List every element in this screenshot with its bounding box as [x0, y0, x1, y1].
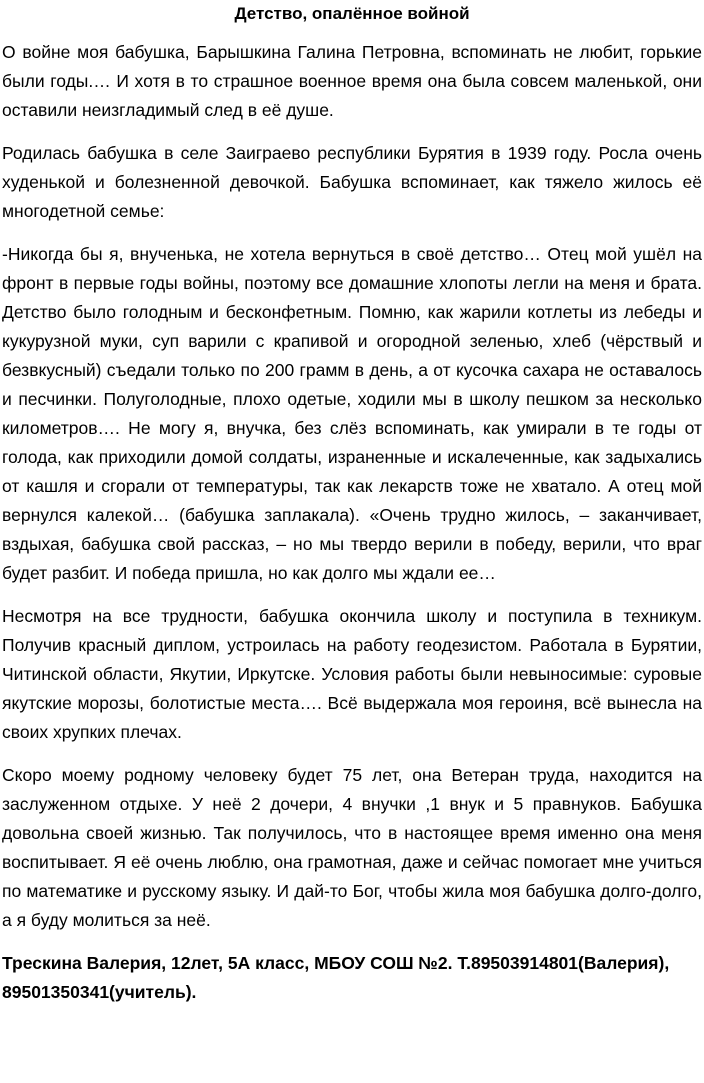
paragraph-memories: -Никогда бы я, внученька, не хотела вернуться в своё детство… Отец мой ушёл на фронт в первые годы войны, поэтому все домашние хлопоты легли на меня и брата. Детство было голодным и бесконфетным. Помню, как жарили котлеты из лебеды и кукурузной муки, суп варили с крапивой и огородной зеленью, хлеб (чёрствый и безвкусный) съедали только по 200 грамм в день, а от кусочка сахара не оставалось и песчинки. Полуголодные, плохо одетые, ходили мы в школу пешком за несколько километров…. Не могу я, внучка, без слёз вспоминать, как умирали в те годы от голода, как приходили домой солдаты, израненные и искалеченные, как задыхались от кашля и сгорали от температуры, так как лекарств тоже не хватало. А отец мой вернулся калекой… (бабушка заплакала). «Очень трудно жилось, – заканчивает, вздыхая, бабушка свой рассказ, – но мы твердо верили в победу, верили, что враг будет разбит. И победа пришла, но как долго мы ждали ее…: [2, 244, 702, 583]
paragraph-career: Несмотря на все трудности, бабушка окончила школу и поступила в техникум. Получив красный диплом, устроилась на работу геодезистом. Работала в Бурятии, Читинской области, Якутии, Иркутске. Условия работы были невыносимые: суровые якутские морозы, болотистые места…. Всё выдержала моя героиня, всё вынесла на своих хрупких плечах.: [2, 606, 702, 742]
paragraph-present: Скоро моему родному человеку будет 75 лет, она Ветеран труда, находится на заслуженном отдыхе. У неё 2 дочери, 4 внучки ,1 внук и 5 правнуков. Бабушка довольна своей жизнью. Так получилось, что в настоящее время именно она меня воспитывает. Я её очень люблю, она грамотная, даже и сейчас помогает мне учиться по математике и русскому языку. И дай-то Бог, чтобы жила моя бабушка долго-долго, а я буду молиться за неё.: [2, 765, 702, 930]
author-signature: Трескина Валерия, 12лет, 5А класс, МБОУ СОШ №2. Т.89503914801(Валерия), 89501350341(учитель).: [2, 953, 670, 1002]
document-title: Детство, опалённое войной: [234, 4, 470, 23]
paragraph-intro: О войне моя бабушка, Барышкина Галина Петровна, вспоминать не любит, горькие были годы.… И хотя в то страшное военное время она была совсем маленькой, они оставили неизгладимый след в её душе.: [2, 42, 702, 120]
paragraph-birth: Родилась бабушка в селе Заиграево республики Бурятия в 1939 году. Росла очень худенькой и болезненной девочкой. Бабушка вспоминает, как тяжело жилось её многодетной семье:: [2, 143, 702, 221]
